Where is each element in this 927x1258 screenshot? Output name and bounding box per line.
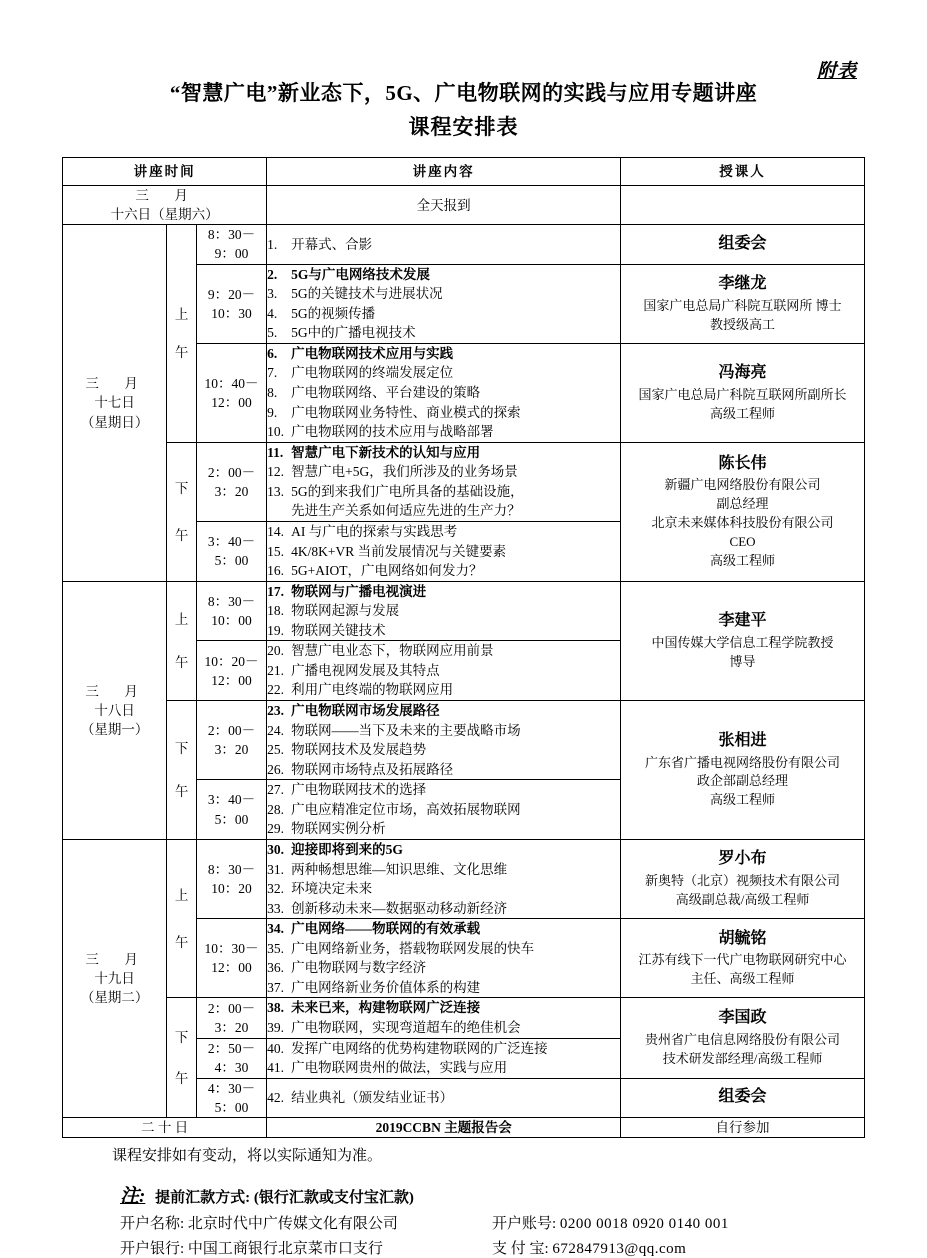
account-name-label: 开户名称: bbox=[120, 1216, 185, 1233]
table-row bbox=[63, 225, 865, 264]
session-content: 40. 发挥广电网络的优势构建物联网的广泛连接 41. 广电物联网贵州的做法，实践与应用 bbox=[267, 1038, 621, 1078]
time-slot: 10：20－ 12：00 bbox=[196, 641, 266, 701]
teacher-march20: 自行参加 bbox=[621, 1118, 865, 1138]
time-slot: 3：40－ 5：00 bbox=[196, 780, 266, 840]
teacher-cell: 组委会 bbox=[621, 225, 865, 264]
payment-heading: 提前汇款方式: (银行汇款或支付宝汇款) bbox=[155, 1190, 414, 1207]
time-slot: 9：20－ 10：30 bbox=[196, 264, 266, 343]
account-number-label: 开户账号: bbox=[492, 1216, 557, 1233]
period-pm-19: 下 午 bbox=[167, 998, 196, 1118]
session-content: 14. AI 与广电的探索与实践思考 15. 4K/8K+VR 当前发展情况与关键要素 16. 5G+AIOT，广电网络如何发力？ bbox=[267, 521, 621, 581]
content-march16: 全天报到 bbox=[267, 186, 621, 225]
time-slot: 8：30－ 10：00 bbox=[196, 581, 266, 641]
payment-row bbox=[120, 1237, 927, 1258]
session-content: 34. 广电网络——物联网的有效承载 35. 广电网络新业务，搭载物联网发展的快车 36. 广电物联网与数字经济 37. 广电网络新业务价值体系的构建 bbox=[267, 919, 621, 998]
date-march16 bbox=[63, 186, 267, 225]
date-line: 三 月 bbox=[135, 188, 194, 203]
teacher-cell: 张相进 广东省广播电视网络股份有限公司 政企部副总经理 高级工程师 bbox=[621, 701, 865, 840]
account-number-value: 0200 0018 0920 0140 001 bbox=[559, 1216, 729, 1233]
account-name-value: 北京时代中广传媒文化有限公司 bbox=[187, 1216, 398, 1233]
session-content: 27. 广电物联网技术的选择 28. 广电应精准定位市场，高效拓展物联网 29. 物联网实例分析 bbox=[267, 780, 621, 840]
session-content: 38. 未来已来，构建物联网广泛连接 39. 广电物联网，实现弯道超车的绝佳机会 bbox=[267, 998, 621, 1038]
date-line: 十六日（星期六） bbox=[110, 207, 219, 223]
table-row bbox=[63, 186, 865, 225]
table-row bbox=[63, 442, 865, 521]
teacher-cell: 罗小布 新奥特（北京）视频技术有限公司 高级副总裁/高级工程师 bbox=[621, 839, 865, 918]
time-slot: 2：50－ 4：30 bbox=[196, 1038, 266, 1078]
date-line: （星期二） bbox=[80, 990, 149, 1006]
document-title-line2: 课程安排表 bbox=[408, 114, 519, 139]
time-slot: 8：30－ 9：00 bbox=[196, 225, 266, 264]
date-line: 十九日 bbox=[94, 970, 135, 986]
date-line: 三 月 bbox=[85, 951, 144, 967]
teacher-cell: 组委会 bbox=[621, 1078, 865, 1117]
content-march20: 2019CCBN 主题报告会 bbox=[267, 1118, 621, 1138]
time-slot: 4：30－ 5：00 bbox=[196, 1078, 266, 1117]
teacher-cell: 陈长伟 新疆广电网络股份有限公司 副总经理 北京未来媒体科技股份有限公司 CEO 高级工程师 bbox=[621, 442, 865, 581]
schedule-table bbox=[62, 157, 865, 1138]
date-line: （星期日） bbox=[80, 414, 149, 430]
time-slot: 2：00－ 3：20 bbox=[196, 442, 266, 521]
date-line: 三 月 bbox=[85, 376, 144, 392]
time-slot: 2：00－ 3：20 bbox=[196, 701, 266, 780]
period-am-19: 上 午 bbox=[167, 839, 196, 998]
teacher-march16 bbox=[621, 186, 865, 225]
date-line: 二 十 日 bbox=[140, 1120, 189, 1135]
date-line: 十七日 bbox=[94, 395, 135, 411]
time-slot: 10：40－ 12：00 bbox=[196, 343, 266, 442]
date-line: （星期一） bbox=[80, 721, 149, 737]
table-header-row bbox=[63, 158, 865, 186]
period-pm-17: 下 午 bbox=[167, 442, 196, 581]
header-teacher: 授课人 bbox=[621, 158, 865, 186]
title-block bbox=[0, 0, 927, 143]
period-pm-18: 下 午 bbox=[167, 701, 196, 840]
teacher-cell: 胡毓铭 江苏有线下一代广电物联网研究中心 主任、高级工程师 bbox=[621, 919, 865, 998]
date-line: 三 月 bbox=[85, 683, 144, 699]
session-content: 23. 广电物联网市场发展路径 24. 物联网——当下及未来的主要战略市场 25. 物联网技术及发展趋势 26. 物联网市场特点及拓展路径 bbox=[267, 701, 621, 780]
alipay-label: 支 付 宝: bbox=[492, 1241, 549, 1258]
note-marker: 注: bbox=[120, 1186, 146, 1208]
schedule-note: 课程安排如有变动，将以实际通知为准。 bbox=[112, 1148, 383, 1165]
table-row bbox=[63, 998, 865, 1038]
session-content: 2. 5G与广电网络技术发展 3. 5G的关键技术与进展状况 4. 5G的视频传播 5. 5G中的广播电视技术 bbox=[267, 264, 621, 343]
document-title-line1: “智慧广电”新业态下，5G、广电物联网的实践与应用专题讲座 bbox=[169, 81, 758, 105]
time-slot: 10：30－ 12：00 bbox=[196, 919, 266, 998]
session-content: 17. 物联网与广播电视演进 18. 物联网起源与发展 19. 物联网关键技术 bbox=[267, 581, 621, 641]
time-slot: 8：30－ 10：20 bbox=[196, 839, 266, 918]
teacher-cell: 李建平 中国传媒大学信息工程学院教授 博导 bbox=[621, 581, 865, 700]
teacher-cell: 冯海亮 国家广电总局广科院互联网所副所长 高级工程师 bbox=[621, 343, 865, 442]
date-line: 十八日 bbox=[94, 702, 135, 718]
payment-footer bbox=[120, 1181, 927, 1258]
period-am-18: 上 午 bbox=[167, 581, 196, 700]
session-content: 42. 结业典礼（颁发结业证书） bbox=[267, 1078, 621, 1117]
table-row bbox=[63, 581, 865, 641]
table-row bbox=[63, 701, 865, 780]
date-march18 bbox=[63, 581, 167, 839]
attachment-label: 附表 bbox=[816, 61, 857, 82]
teacher-cell: 李继龙 国家广电总局广科院互联网所 博士 教授级高工 bbox=[621, 264, 865, 343]
period-am-17: 上 午 bbox=[167, 225, 196, 442]
session-content: 30. 迎接即将到来的5G 31. 两种畅想思维—知识思维、文化思维 32. 环境决定未来 33. 创新移动未来—数据驱动移动新经济 bbox=[267, 839, 621, 918]
payment-row bbox=[120, 1212, 927, 1233]
session-content: 20. 智慧广电业态下，物联网应用前景 21. 广播电视网发展及其特点 22. 利用广电终端的物联网应用 bbox=[267, 641, 621, 701]
table-row bbox=[63, 1118, 865, 1138]
session-content: 6. 广电物联网技术应用与实践 7. 广电物联网的终端发展定位 8. 广电物联网络、平台建设的策略 9. 广电物联网业务特性、商业模式的探索 10. 广电物联网的技术应用与战略部署 bbox=[267, 343, 621, 442]
bank-value: 中国工商银行北京菜市口支行 bbox=[187, 1241, 383, 1258]
alipay-value: 672847913@qq.com bbox=[552, 1241, 687, 1258]
session-content: 1. 开幕式、合影 bbox=[267, 225, 621, 264]
time-slot: 2：00－ 3：20 bbox=[196, 998, 266, 1038]
header-time: 讲座时间 bbox=[63, 158, 267, 186]
date-march20 bbox=[63, 1118, 267, 1138]
table-row bbox=[63, 839, 865, 918]
bank-label: 开户银行: bbox=[120, 1241, 185, 1258]
header-content: 讲座内容 bbox=[267, 158, 621, 186]
date-march19 bbox=[63, 839, 167, 1117]
date-march17 bbox=[63, 225, 167, 581]
session-content: 11. 智慧广电下新技术的认知与应用 12. 智慧广电+5G，我们所涉及的业务场景 13. 5G的到来我们广电所具备的基础设施， 先进生产关系如何适应先进的生产力？ bbox=[267, 442, 621, 521]
teacher-cell: 李国政 贵州省广电信息网络股份有限公司 技术研发部经理/高级工程师 bbox=[621, 998, 865, 1078]
time-slot: 3：40－ 5：00 bbox=[196, 521, 266, 581]
